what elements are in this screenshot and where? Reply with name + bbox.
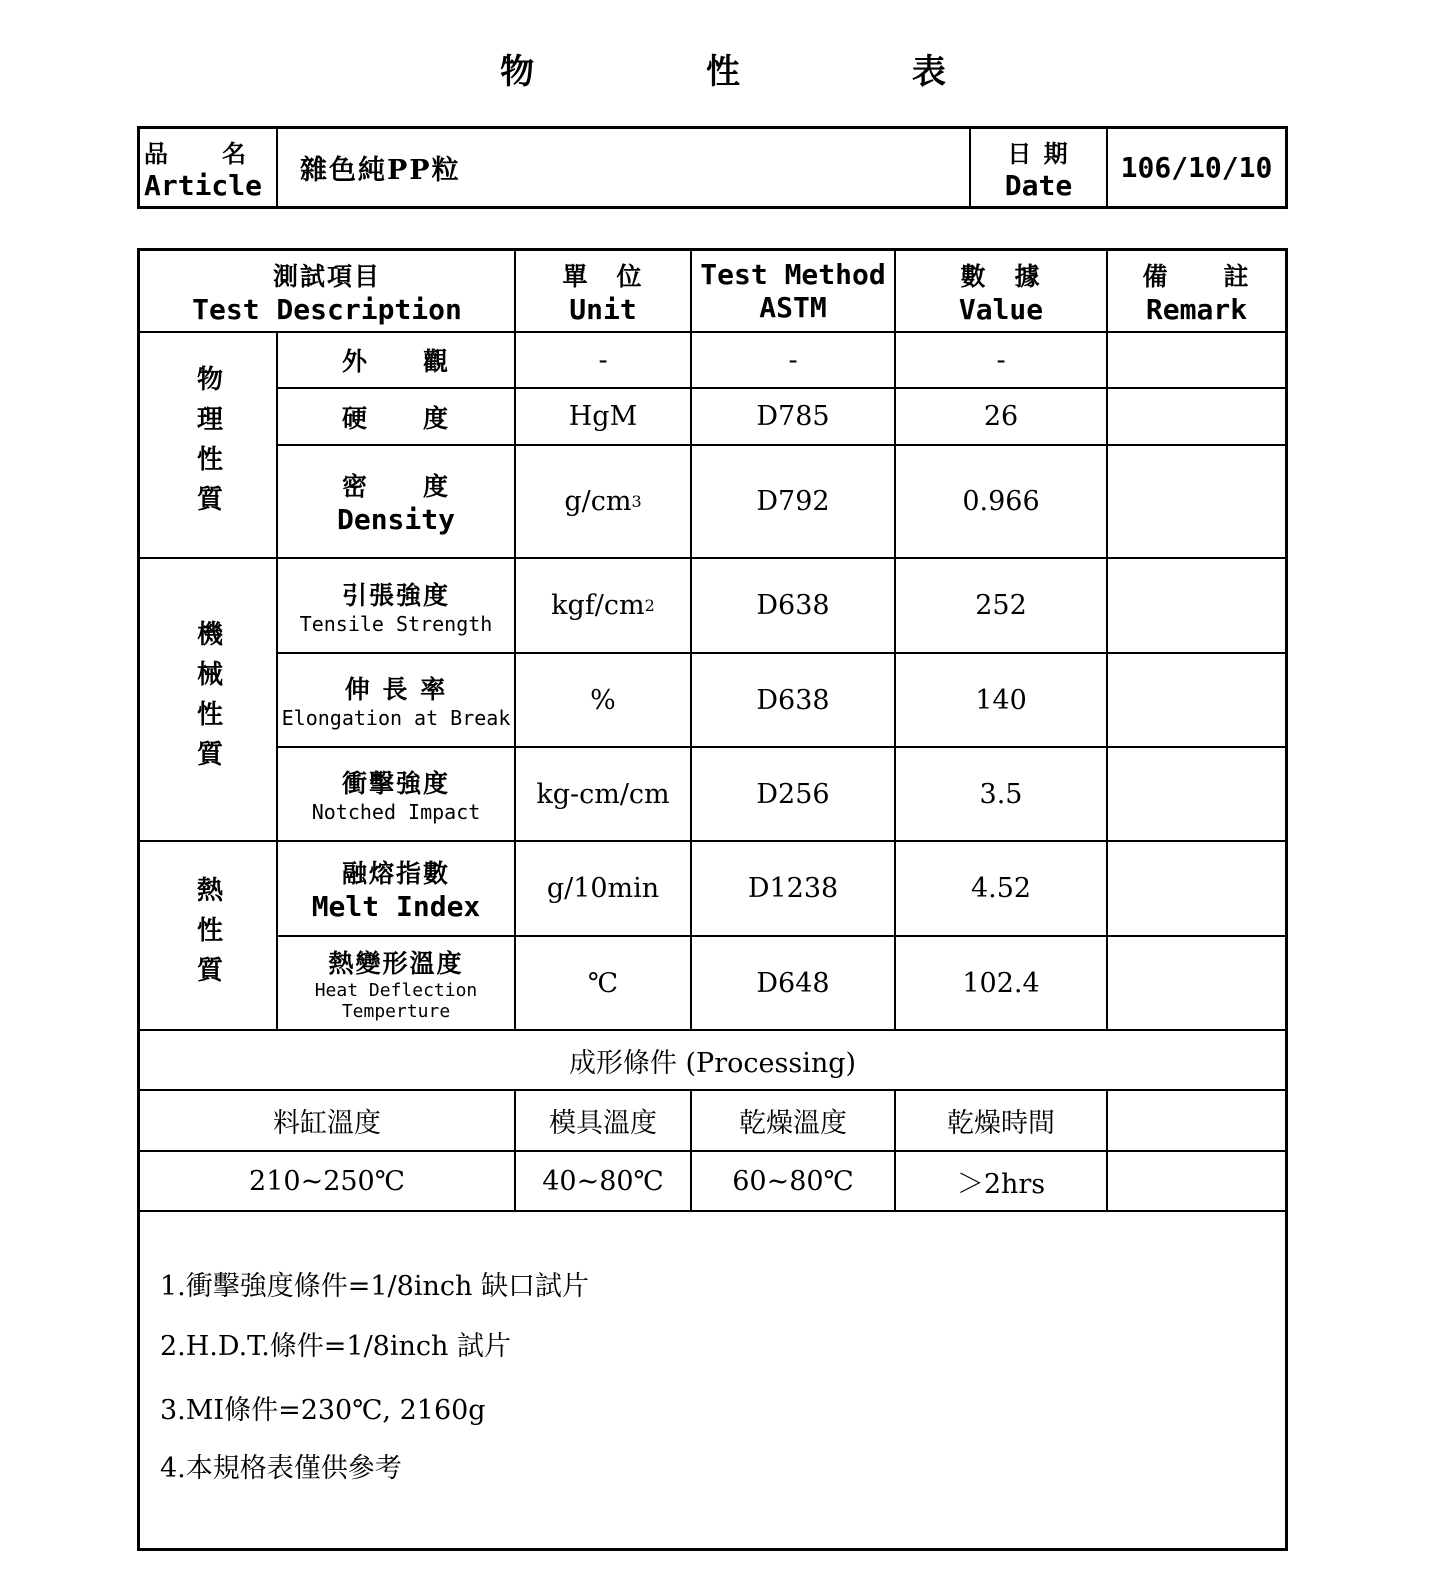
row-melt-index-method: D1238 xyxy=(747,873,839,904)
row-density-value: 0.966 xyxy=(962,486,1040,517)
row-tensile-value: 252 xyxy=(975,590,1027,621)
processing-header-mold-temp: 模具溫度 xyxy=(549,1108,657,1139)
row-tensile-desc: 引張強度 Tensile Strength xyxy=(299,580,493,636)
processing-value-mold-temp: 40~80℃ xyxy=(542,1165,664,1197)
row-elongation-method: D638 xyxy=(756,684,830,716)
date-label xyxy=(971,129,1106,206)
row-impact-desc: 衝擊強度 Notched Impact xyxy=(311,769,481,824)
processing-header-barrel-temp: 料缸溫度 xyxy=(273,1108,381,1139)
row-melt-index-unit: g/10min xyxy=(546,873,660,904)
date-value: 106/10/10 xyxy=(1120,151,1273,184)
row-appearance-value: - xyxy=(996,344,1006,376)
row-melt-index-value: 4.52 xyxy=(970,873,1032,904)
header-test-description: 測試項目 Test Description xyxy=(192,261,462,326)
title-char-3: 表 xyxy=(911,52,946,92)
row-appearance-method: - xyxy=(788,344,798,376)
row-appearance-unit: - xyxy=(598,344,608,376)
group-mechanical: 機械性質 xyxy=(192,619,223,780)
date-label-zh: 日 期 xyxy=(1007,138,1070,168)
article-label xyxy=(140,129,276,206)
article-header-table xyxy=(137,126,1288,209)
row-hdt-desc: 熱變形溫度 Heat Deflection Temperture xyxy=(314,949,478,1022)
row-impact-value: 3.5 xyxy=(979,778,1023,810)
group-thermal: 熱性質 xyxy=(192,875,223,996)
note-3: 3.MI條件=230℃, 2160g xyxy=(160,1395,486,1426)
row-density-desc: 密 度 Density xyxy=(336,472,455,536)
note-1: 1.衝擊強度條件=1/8inch 缺口試片 xyxy=(160,1271,589,1302)
row-hardness-desc: 硬 度 xyxy=(341,403,450,433)
title-char-2: 性 xyxy=(706,52,740,92)
row-hardness-value: 26 xyxy=(983,401,1019,432)
processing-title: 成形條件 (Processing) xyxy=(568,1047,857,1079)
row-density-unit: g/cm 3 xyxy=(564,486,642,517)
row-melt-index-desc: 融熔指數 Melt Index xyxy=(311,859,481,923)
group-physical: 物理性質 xyxy=(192,365,223,525)
row-elongation-value: 140 xyxy=(975,684,1027,716)
date-label-en: Date xyxy=(1004,168,1073,202)
row-hdt-value: 102.4 xyxy=(962,967,1040,999)
header-unit: 單 位 Unit xyxy=(562,261,644,326)
row-density-method: D792 xyxy=(756,486,830,517)
row-hdt-method: D648 xyxy=(756,967,830,999)
header-test-method: Test Method ASTM xyxy=(700,258,886,324)
title-char-1: 物 xyxy=(500,52,535,92)
row-hardness-method: D785 xyxy=(756,401,830,432)
row-hardness-unit: HgM xyxy=(568,401,638,432)
article-label-en: Article xyxy=(144,168,263,202)
processing-value-drying-temp: 60~80℃ xyxy=(732,1165,854,1197)
note-4: 4.本規格表僅供參考 xyxy=(160,1453,402,1484)
article-value: 雜色純PP粒 xyxy=(300,155,461,186)
header-value: 數 據 Value xyxy=(958,261,1044,326)
row-hdt-unit: ℃ xyxy=(587,967,619,999)
page-title xyxy=(0,44,1446,93)
processing-value-barrel-temp: 210~250℃ xyxy=(249,1165,405,1197)
row-appearance-desc: 外 觀 xyxy=(341,347,450,376)
note-2: 2.H.D.T.條件=1/8inch 試片 xyxy=(160,1331,511,1362)
article-label-zh: 品 名 xyxy=(144,138,248,168)
processing-value-drying-time: ＞2hrs xyxy=(956,1168,1046,1200)
row-elongation-unit: % xyxy=(590,684,616,716)
processing-header-drying-time: 乾燥時間 xyxy=(947,1108,1055,1139)
row-elongation-desc: 伸 長 率 Elongation at Break xyxy=(281,675,511,730)
row-impact-unit: kg-cm/cm xyxy=(536,778,670,810)
header-remark: 備 註 Remark xyxy=(1142,261,1251,326)
processing-header-drying-temp: 乾燥溫度 xyxy=(739,1108,847,1139)
row-impact-method: D256 xyxy=(756,778,830,810)
row-tensile-method: D638 xyxy=(756,590,830,621)
row-tensile-unit: kgf/cm 2 xyxy=(551,590,655,621)
